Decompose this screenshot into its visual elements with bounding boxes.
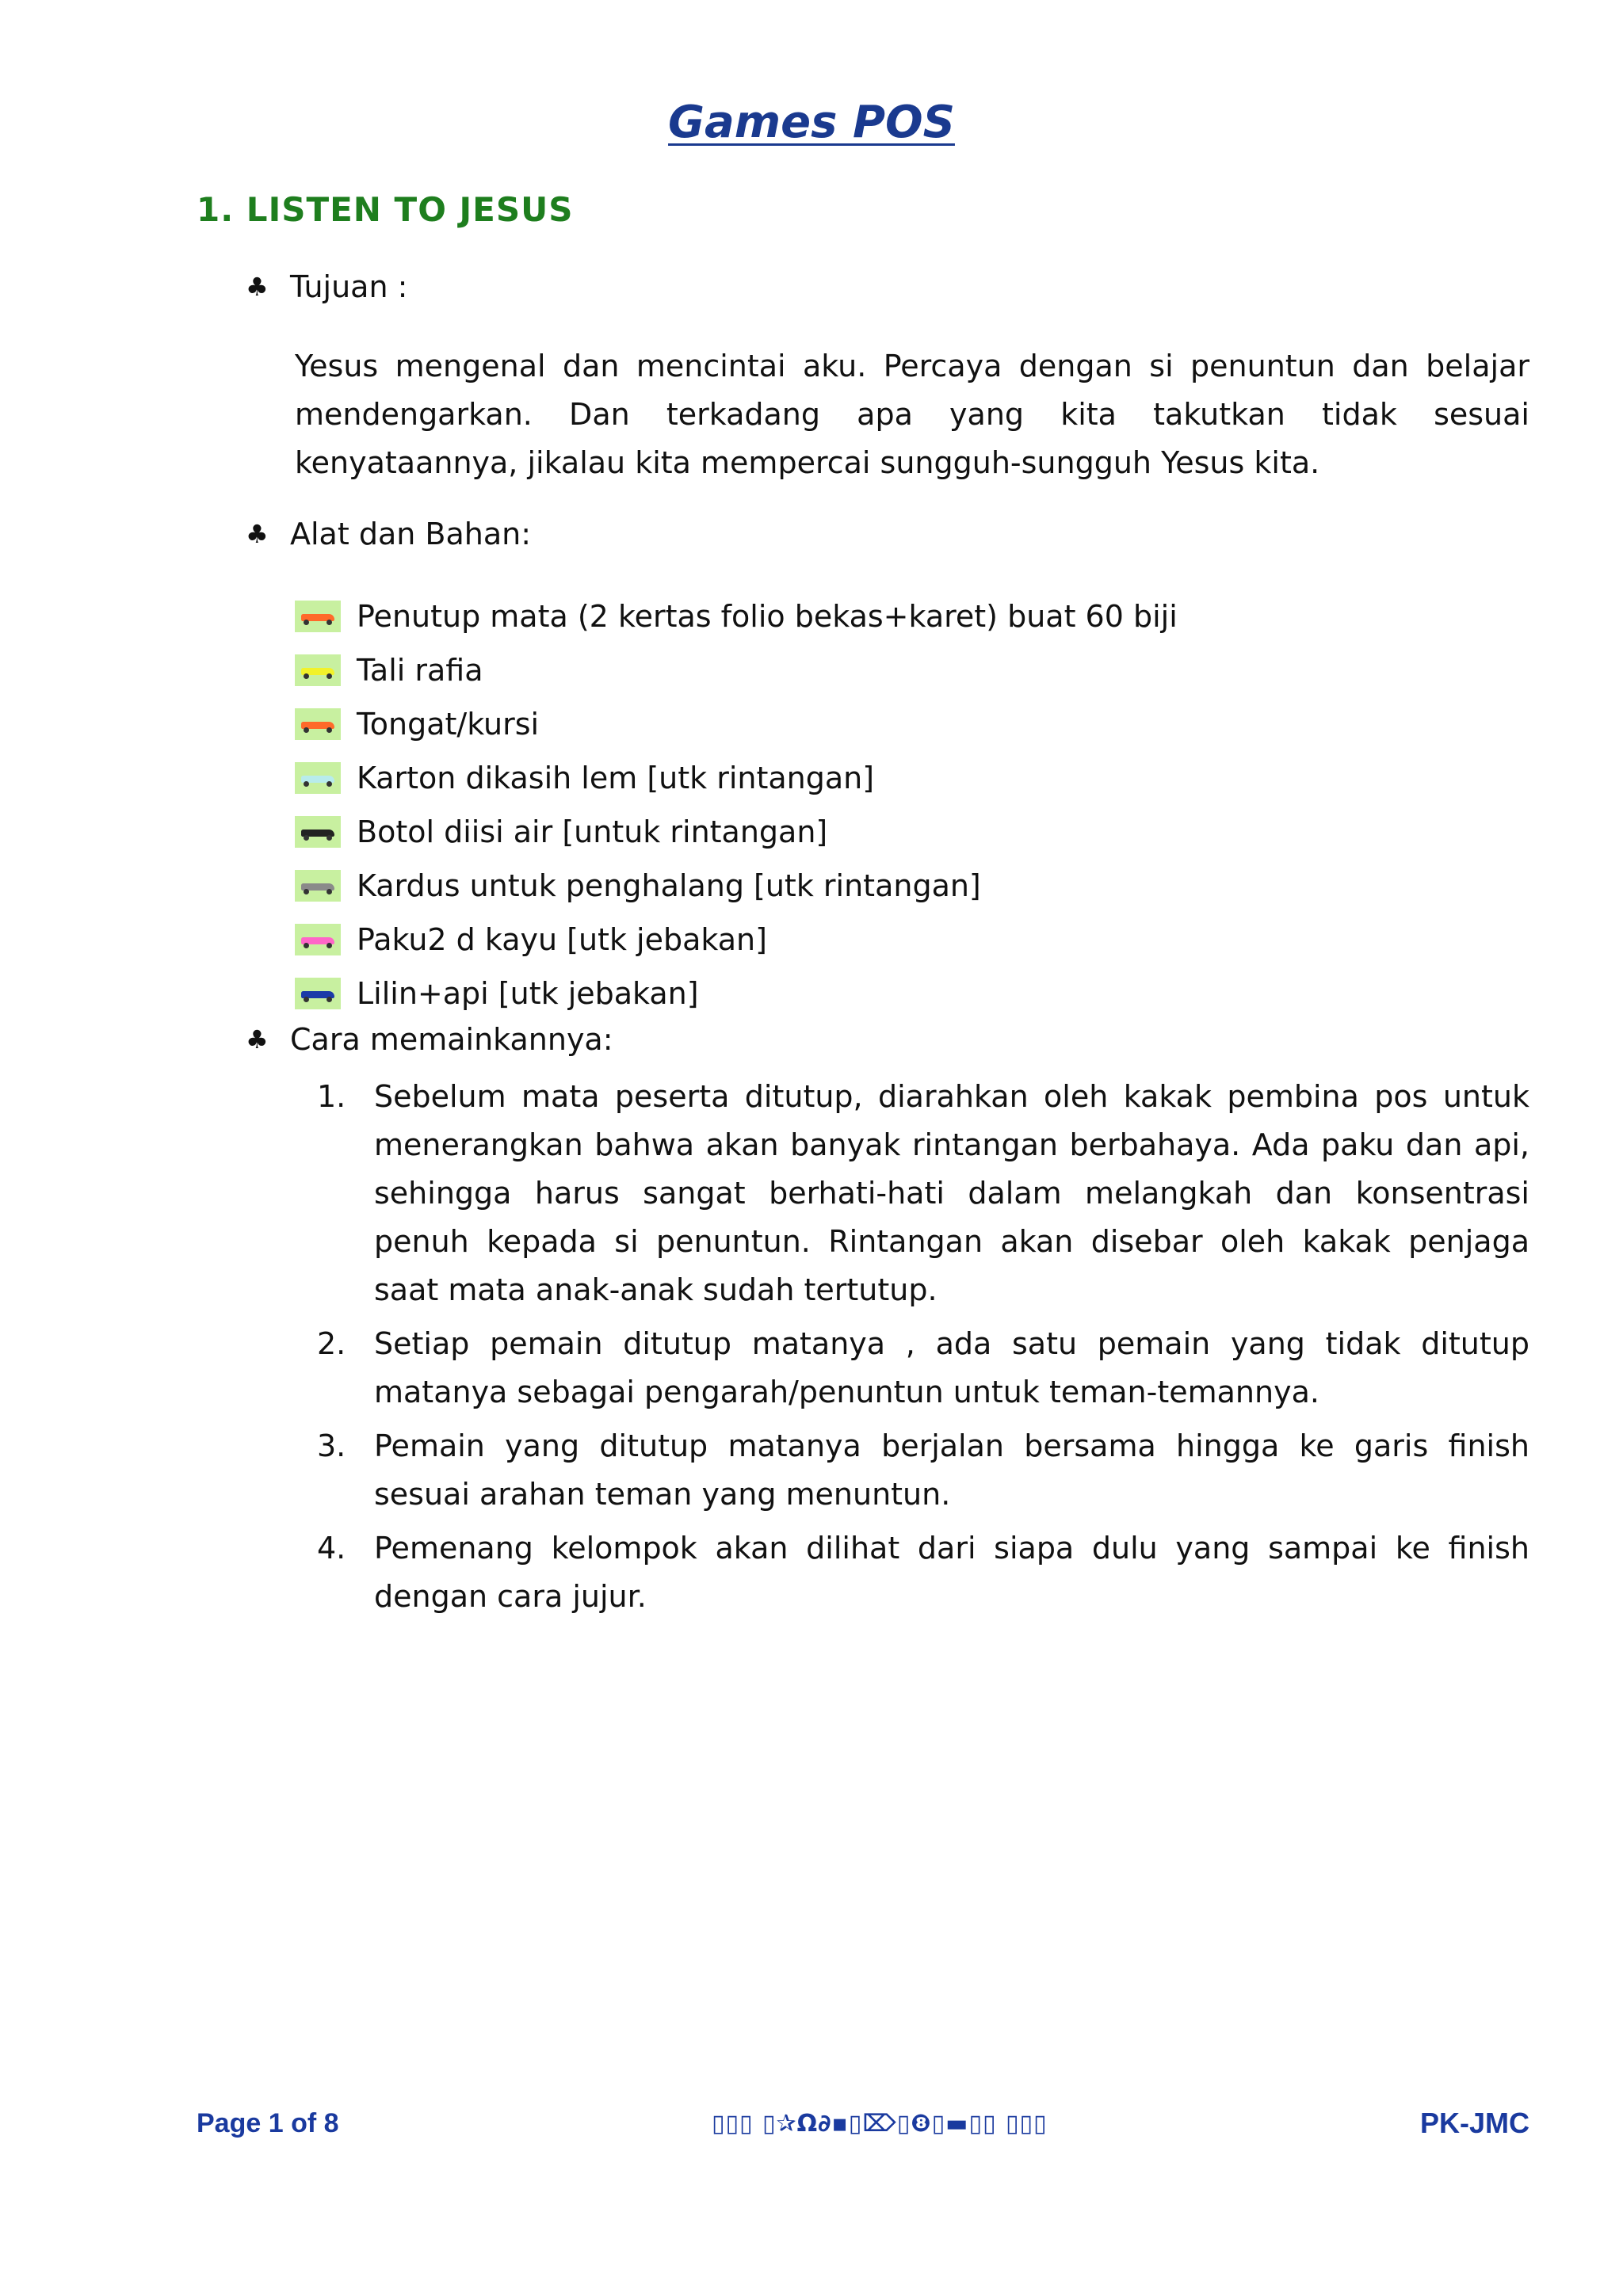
step-text: Sebelum mata peserta ditutup, diarahkan oleh kakak pembina pos untuk menerangkan bahwa akan banyak rintangan berbahaya. Ada paku dan api, sehingga harus sangat berhati-hati dalam melangkah dan konsentrasi penuh kepada si penuntun. Rintangan akan disebar oleh kakak penjaga saat mata anak-anak sudah tertutup.	[374, 1079, 1529, 1307]
tool-item	[295, 751, 1531, 805]
car-icon	[295, 654, 341, 686]
step-text: Pemenang kelompok akan dilihat dari siapa dulu yang sampai ke finish dengan cara jujur.	[374, 1531, 1529, 1614]
step-text: Pemain yang ditutup matanya berjalan bersama hingga ke garis finish sesuai arahan teman yang menuntun.	[374, 1428, 1529, 1512]
tool-list	[295, 589, 1531, 1020]
tool-item	[295, 589, 1531, 643]
tool-item-label: Paku2 d kayu [utk jebakan]	[357, 922, 767, 957]
tool-item	[295, 697, 1531, 751]
car-icon	[295, 762, 341, 794]
tujuan-paragraph: Yesus mengenal dan mencintai aku. Percaya dengan si penuntun dan belajar mendengarkan. Dan terkadang apa yang kita takutkan tidak sesuai kenyataannya, jikalau kita mempercai sungguh-sungguh Yesus kita.	[295, 349, 1529, 480]
car-icon	[295, 924, 341, 955]
page-footer	[197, 2100, 1529, 2147]
section-heading: 1. LISTEN TO JESUS	[197, 190, 574, 229]
step-item	[317, 1524, 1529, 1621]
alat-label: Alat dan Bahan:	[290, 517, 531, 551]
car-icon	[295, 708, 341, 740]
tujuan-bullet	[246, 269, 407, 304]
step-item	[317, 1320, 1529, 1417]
tool-item	[295, 859, 1531, 913]
club-bullet-icon: ♣	[246, 1024, 269, 1055]
footer-symbols: ▯▯▯ ▯✰Ω∂▪▯⌦▯❽▯▬▯▯ ▯▯▯	[712, 2109, 1048, 2138]
footer-page-number: Page 1 of 8	[197, 2107, 339, 2138]
tujuan-label: Tujuan :	[290, 269, 408, 304]
car-icon	[295, 601, 341, 632]
tool-item-label: Karton dikasih lem [utk rintangan]	[357, 761, 875, 795]
car-icon	[295, 816, 341, 848]
tool-item	[295, 913, 1531, 967]
document-title: Games POS	[668, 97, 955, 148]
tool-item	[295, 805, 1531, 859]
cara-label: Cara memainkannya:	[290, 1022, 613, 1057]
car-icon	[295, 978, 341, 1009]
tool-item-label: Botol diisi air [untuk rintangan]	[357, 814, 828, 849]
step-item	[317, 1073, 1529, 1314]
tool-item-label: Tali rafia	[357, 653, 483, 688]
steps-list	[317, 1073, 1529, 1627]
step-number: 3.	[317, 1428, 346, 1463]
alat-bullet	[246, 517, 531, 551]
tool-item-label: Penutup mata (2 kertas folio bekas+karet) buat 60 biji	[357, 599, 1178, 634]
step-number: 4.	[317, 1531, 346, 1566]
cara-bullet	[246, 1022, 613, 1057]
tool-item	[295, 643, 1531, 697]
step-item	[317, 1422, 1529, 1519]
tool-item-label: Tongat/kursi	[357, 707, 540, 742]
step-text: Setiap pemain ditutup matanya , ada satu pemain yang tidak ditutup matanya sebagai pengarah/penuntun untuk teman-temannya.	[374, 1326, 1529, 1409]
car-icon	[295, 870, 341, 902]
step-number: 1.	[317, 1079, 346, 1114]
footer-org: PK-JMC	[1419, 2107, 1529, 2139]
club-bullet-icon: ♣	[246, 272, 269, 302]
tool-item-label: Kardus untuk penghalang [utk rintangan]	[357, 868, 981, 903]
step-number: 2.	[317, 1326, 346, 1361]
tool-item	[295, 967, 1531, 1020]
club-bullet-icon: ♣	[246, 519, 269, 549]
tool-item-label: Lilin+api [utk jebakan]	[357, 976, 699, 1011]
